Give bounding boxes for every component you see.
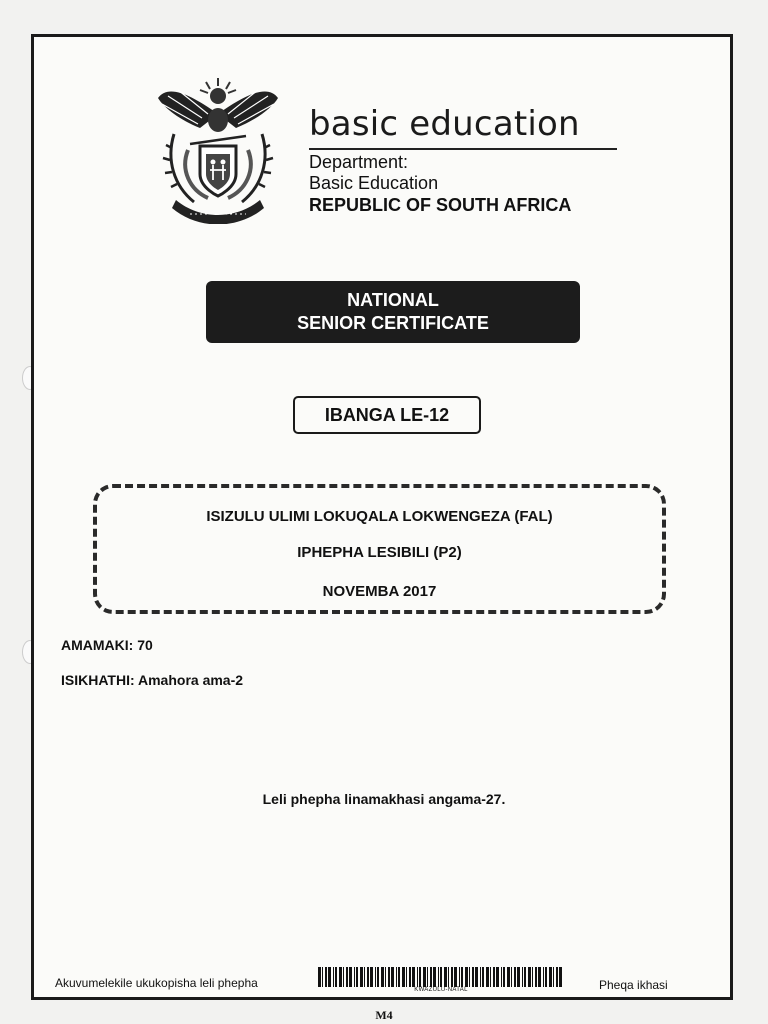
banner-line-senior-certificate: SENIOR CERTIFICATE [297,313,489,333]
banner-line-national: NATIONAL [347,290,439,310]
coat-of-arms-logo [150,74,286,224]
barcode [318,967,564,987]
country-name: REPUBLIC OF SOUTH AFRICA [309,195,572,215]
grade-label: IBANGA LE-12 [293,396,481,434]
marks-total: AMAMAKI: 70 [61,637,153,653]
copy-notice: Akuvumelekile ukukopisha leli phepha [55,976,258,990]
time-allowed: ISIKHATHI: Amahora ama-2 [61,672,244,688]
department-name: Basic Education [309,173,439,193]
subject-title: ISIZULU ULIMI LOKUQALA LOKWENGEZA (FAL) [206,508,553,525]
turn-page-note: Pheqa ikhasi [599,978,668,992]
page-count-note: Leli phepha linamakhasi angama-27. [262,791,506,807]
exam-date: NOVEMBA 2017 [322,583,437,600]
barcode-caption: KWAZULU-NATAL [414,987,468,993]
certificate-banner [206,281,580,343]
brand-underline [309,148,617,150]
brand-title: basic education [309,104,580,144]
page-code: M4 [375,1008,393,1022]
paper-number: IPHEPHA LESIBILI (P2) [297,544,462,561]
department-label: Department: [309,152,409,172]
